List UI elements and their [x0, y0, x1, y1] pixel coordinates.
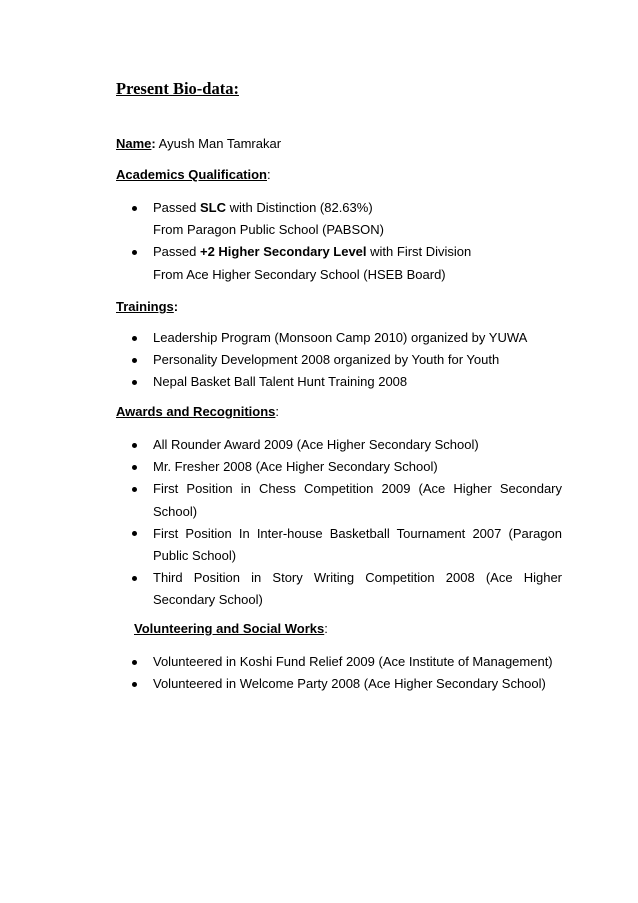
list-item: Nepal Basket Ball Talent Hunt Training 2008 [116, 371, 562, 393]
page-title: Present Bio-data: [116, 79, 239, 98]
volunteering-heading-text: Volunteering and Social Works [134, 621, 325, 636]
awards-heading [116, 404, 279, 419]
list-item: Volunteered in Welcome Party 2008 (Ace Higher Secondary School) [116, 673, 562, 695]
academics-item-post: with First Division [366, 244, 472, 260]
academics-heading-text: Academics Qualification [116, 167, 267, 182]
academics-item-bold: SLC [199, 200, 226, 215]
trainings-heading [116, 299, 178, 314]
academics-colon: : [267, 167, 271, 182]
trainings-colon: : [173, 299, 179, 314]
list-item: Leadership Program (Monsoon Camp 2010) organized by YUWA [116, 327, 562, 349]
list-item: All Rounder Award 2009 (Ace Higher Secondary School) [116, 434, 562, 456]
academics-item-sub: From Paragon Public School (PABSON) [153, 222, 384, 238]
academics-heading [116, 167, 271, 182]
academics-item-bold: +2 Higher Secondary Level [199, 244, 367, 260]
name-line [116, 136, 281, 151]
list-item [116, 241, 562, 285]
academics-list [116, 197, 562, 286]
list-item: Third Position in Story Writing Competition 2008 (Ace Higher Secondary School) [116, 567, 562, 611]
trainings-list [116, 327, 562, 394]
academics-item-sub: From Ace Higher Secondary School (HSEB Board) [153, 266, 446, 282]
trainings-heading-text: Trainings [116, 299, 174, 314]
list-item: Mr. Fresher 2008 (Ace Higher Secondary School) [116, 456, 562, 478]
name-value: Ayush Man Tamrakar [158, 136, 282, 151]
list-item: Personality Development 2008 organized by Youth for Youth [116, 349, 562, 371]
academics-item-pre: Passed [153, 200, 200, 215]
awards-list [116, 434, 562, 612]
awards-colon: : [275, 404, 280, 419]
name-colon: : [151, 136, 156, 151]
list-item [116, 197, 562, 241]
academics-item-pre: Passed [153, 244, 200, 260]
volunteering-heading [134, 621, 328, 636]
list-item: First Position In Inter-house Basketball Tournament 2007 (Paragon Public School) [116, 523, 562, 567]
academics-item-post: with Distinction (82.63%) [225, 200, 373, 215]
awards-heading-text: Awards and Recognitions [116, 404, 276, 419]
list-item: First Position in Chess Competition 2009 (Ace Higher Secondary School) [116, 478, 562, 522]
volunteering-list [116, 651, 562, 695]
list-item: Volunteered in Koshi Fund Relief 2009 (Ace Institute of Management) [116, 651, 562, 673]
volunteering-colon: : [324, 621, 328, 636]
name-label: Name [116, 136, 152, 151]
